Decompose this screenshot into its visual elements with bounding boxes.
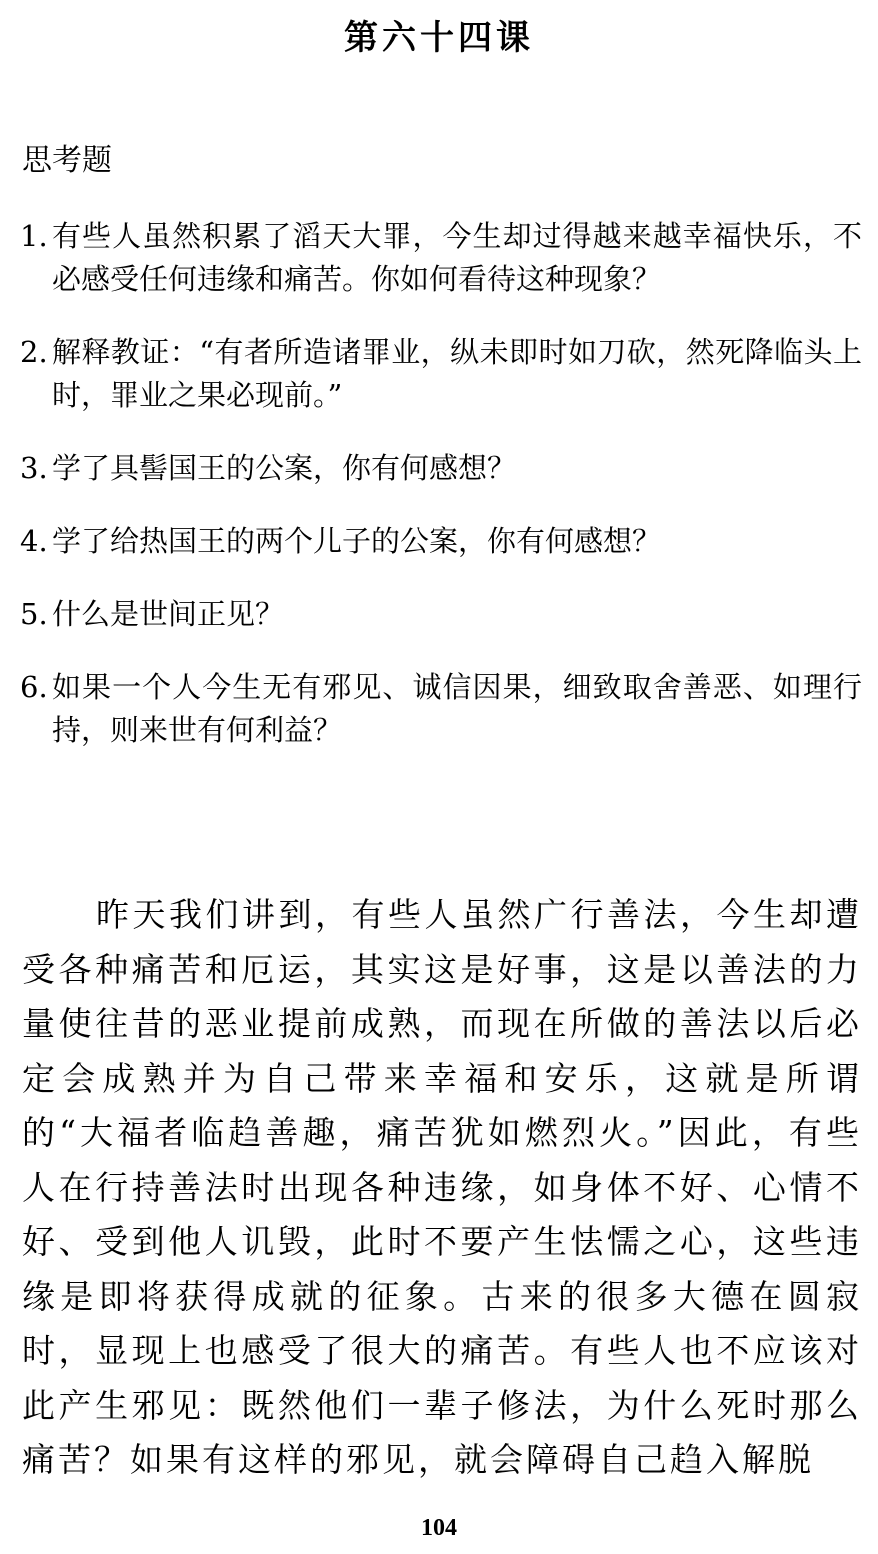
body-paragraph: 昨天我们讲到，有些人虽然广行善法，今生却遭受各种痛苦和厄运，其实这是好事，这是以善法的力量使往昔的恶业提前成熟，而现在所做的善法以后必定会成熟并为自己带来幸福和安乐，这就是所谓的“大福者临趋善趣，痛苦犹如燃烈火。”因此，有些人在行持善法时出现各种违缘，如身体不好、心情不好、受到他人讥毁，此时不要产生怯懦之心，这些违缘是即将获得成就的征象。古来的很多大德在圆寂时，显现上也感受了很大的痛苦。有些人也不应该对此产生邪见：既然他们一辈子修法，为什么死时那么痛苦？如果有这样的邪见，就会障碍自己趋入解脱: [22, 895, 862, 1479]
question-item-4: [20, 520, 862, 563]
question-number: 3.: [20, 451, 48, 485]
question-text: 有些人虽然积累了滔天大罪，今生却过得越来越幸福快乐，不必感受任何违缘和痛苦。你如何看待这种现象？: [52, 219, 862, 296]
question-text: 什么是世间正见？: [52, 597, 285, 631]
page-title: 第六十四课: [344, 18, 534, 58]
question-item-2: [20, 331, 862, 417]
question-number: 2.: [20, 335, 48, 369]
question-item-5: [20, 593, 862, 636]
question-number: 5.: [20, 597, 48, 631]
question-text: 学了给热国王的两个儿子的公案，你有何感想？: [52, 524, 662, 558]
question-list: [20, 215, 862, 782]
page-number: 104: [421, 1515, 457, 1541]
question-text: 解释教证：“有者所造诸罪业，纵未即时如刀砍，然死降临头上时，罪业之果必现前。”: [52, 335, 862, 412]
question-number: 1.: [20, 219, 48, 253]
question-number: 6.: [20, 670, 48, 704]
question-item-3: [20, 447, 862, 490]
question-item-1: [20, 215, 862, 301]
section-heading: 思考题: [22, 143, 112, 178]
question-text: 如果一个人今生无有邪见、诚信因果，细致取舍善恶、如理行持，则来世有何利益？: [52, 670, 862, 747]
question-text: 学了具髻国王的公案，你有何感想？: [52, 451, 517, 485]
question-number: 4.: [20, 524, 48, 558]
question-item-6: [20, 666, 862, 752]
